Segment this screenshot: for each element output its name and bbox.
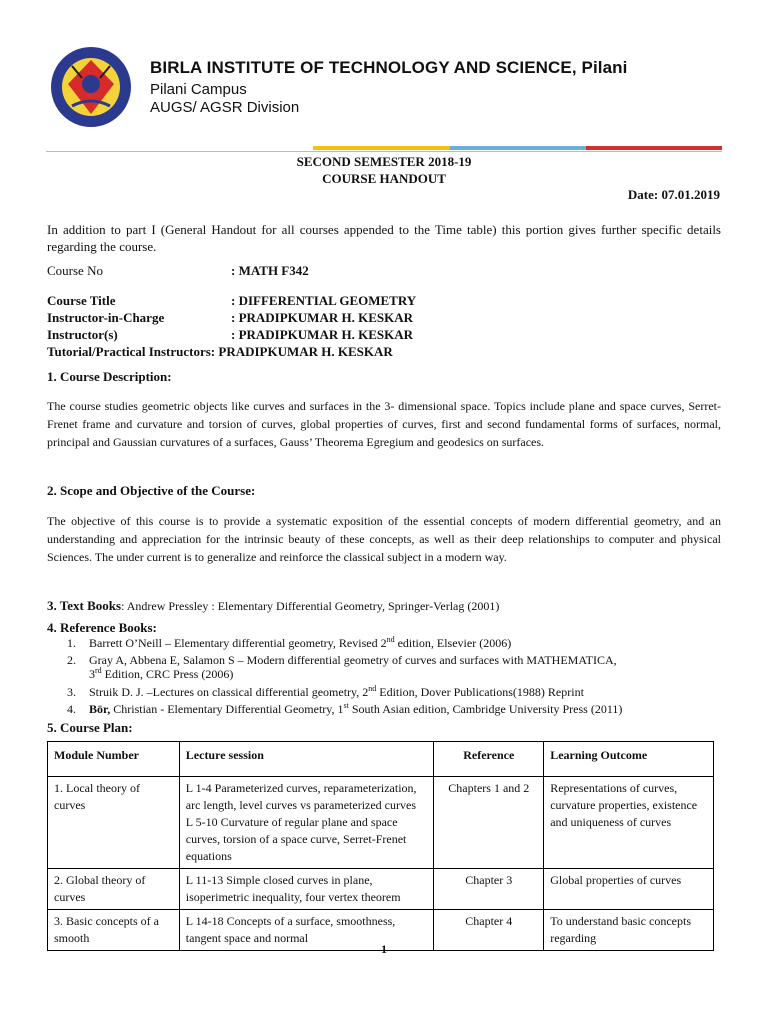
tutorial-instructors-row <box>47 344 393 360</box>
header-divider <box>46 151 722 152</box>
list-item: 4. Bӧr, Christian - Elementary Differential Geometry, 1st South Asian edition, Cambridge University Press (2011) <box>67 701 623 716</box>
instructor-in-charge-label: Instructor-in-Charge <box>47 310 165 325</box>
accent-bar-yellow <box>313 146 450 150</box>
text-books-heading: 3. Text Books <box>47 598 122 613</box>
institute-logo <box>42 44 140 130</box>
course-title-value: : DIFFERENTIAL GEOMETRY <box>231 293 417 308</box>
division-name: AUGS/ AGSR Division <box>150 99 300 116</box>
header-reference: Reference <box>434 742 544 777</box>
table-row <box>48 869 714 910</box>
header-module: Module Number <box>48 742 180 777</box>
accent-bar-blue <box>450 146 586 150</box>
text-books-value: : Andrew Pressley : Elementary Differential Geometry, Springer-Verlag (2001) <box>121 599 500 613</box>
semester-title: SECOND SEMESTER 2018-19 <box>296 154 472 169</box>
tutorial-instructors-value: PRADIPKUMAR H. KESKAR <box>218 344 393 359</box>
reference-cell: Chapter 4 <box>434 910 544 951</box>
header-outcome: Learning Outcome <box>544 742 714 777</box>
handout-date: Date: 07.01.2019 <box>627 187 720 202</box>
reference-cell: Chapters 1 and 2 <box>434 777 544 869</box>
course-description-text: The course studies geometric objects like curves and surfaces in the 3- dimensional space. Topics include plane and space curves, Serret-Frenet frame and curvature and torsion of curves, global properties of curves, first and second fundamental forms of surfaces, normal, principal and Gaussian curvatures of a surfaces, Gauss’ Theorema Egregium and geodesics on surfaces. <box>47 399 721 449</box>
page-number: 1 <box>381 942 387 956</box>
instructor-in-charge-value: : PRADIPKUMAR H. KESKAR <box>231 310 413 325</box>
module-cell: 1. Local theory of curves <box>48 777 180 869</box>
module-cell: 2. Global theory of curves <box>48 869 180 910</box>
table-header-row <box>48 742 714 777</box>
course-title-row <box>47 293 416 309</box>
course-description-heading: 1. Course Description: <box>47 369 172 384</box>
institute-name: BIRLA INSTITUTE OF TECHNOLOGY AND SCIENCE, Pilani <box>150 58 628 77</box>
lecture-cell: L 14-18 Concepts of a surface, smoothness, tangent space and normal <box>179 910 434 951</box>
list-item: 2. Gray A, Abbena E, Salamon S – Modern differential geometry of curves and surfaces with MATHEMATICA, 3rd Edition, CRC Press (2006) <box>67 653 617 681</box>
course-title-label: Course Title <box>47 293 116 308</box>
course-no-row <box>47 263 309 279</box>
reference-books-heading: 4. Reference Books: <box>47 620 157 635</box>
accent-bar-red <box>586 146 722 150</box>
reference-cell: Chapter 3 <box>434 869 544 910</box>
tutorial-instructors-label: Tutorial/Practical Instructors: <box>47 344 216 359</box>
instructors-row <box>47 327 413 343</box>
table-row <box>48 777 714 869</box>
course-no-label: Course No <box>47 263 103 278</box>
list-item: 3. Struik D. J. –Lectures on classical differential geometry, 2nd Edition, Dover Publications(1988) Reprint <box>67 684 584 699</box>
header-lecture: Lecture session <box>179 742 434 777</box>
instructor-in-charge-row <box>47 310 413 326</box>
lecture-cell: L 1-4 Parameterized curves, reparameterization, arc length, level curves vs parameterized curves L 5-10 Curvature of regular plane and space curves, torsion of a space curve, Serret-Frenet equations <box>179 777 434 869</box>
scope-heading: 2. Scope and Objective of the Course: <box>47 483 256 498</box>
course-plan-heading: 5. Course Plan: <box>47 720 133 735</box>
instructors-label: Instructor(s) <box>47 327 118 342</box>
course-no-value: : MATH F342 <box>231 263 309 278</box>
module-cell: 3. Basic concepts of a smooth <box>48 910 180 951</box>
course-plan-table <box>47 741 714 951</box>
reference-list <box>47 636 721 719</box>
outcome-cell: To understand basic concepts regarding <box>544 910 714 951</box>
handout-title: COURSE HANDOUT <box>322 171 446 186</box>
text-books-row <box>47 598 499 614</box>
instructors-value: : PRADIPKUMAR H. KESKAR <box>231 327 413 342</box>
outcome-cell: Global properties of curves <box>544 869 714 910</box>
intro-paragraph: In addition to part I (General Handout for all courses appended to the Time table) this portion gives further specific details regarding the course. <box>47 222 721 254</box>
scope-text: The objective of this course is to provide a systematic exposition of the essential concepts of modern differential geometry, and an understanding and appreciation for the intrinsic beauty of these concepts, as well as their deep relationships to computer and physical Sciences. The under current is to generalize and reinforce the classical subject in a modern way. <box>47 514 721 564</box>
list-item: 1. Barrett O’Neill – Elementary differential geometry, Revised 2nd edition, Elsevier (2006) <box>67 635 512 650</box>
lecture-cell: L 11-13 Simple closed curves in plane, isoperimetric inequality, four vertex theorem <box>179 869 434 910</box>
outcome-cell: Representations of curves, curvature properties, existence and uniqueness of curves <box>544 777 714 869</box>
campus-name: Pilani Campus <box>150 81 247 98</box>
